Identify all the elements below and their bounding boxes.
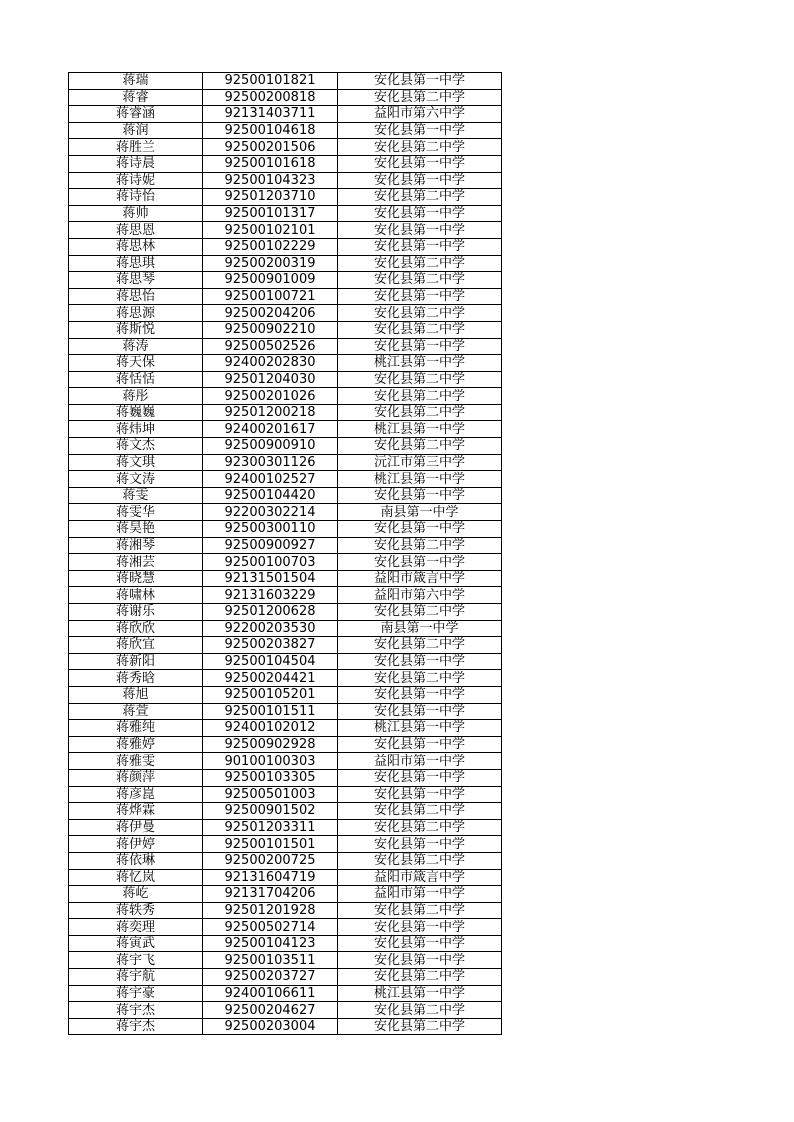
table-row xyxy=(69,786,502,803)
student-name-cell[interactable]: 蒋萱 xyxy=(69,703,203,720)
table-row xyxy=(69,172,502,189)
table-row xyxy=(69,205,502,222)
exam-number-cell[interactable]: 92500200319 xyxy=(203,255,338,272)
student-name-cell[interactable]: 蒋欣宜 xyxy=(69,637,203,654)
exam-number-cell[interactable]: 92500204627 xyxy=(203,1002,338,1019)
table-row xyxy=(69,969,502,986)
student-name-cell[interactable]: 蒋文琪 xyxy=(69,454,203,471)
school-name-cell[interactable]: 桃江县第一中学 xyxy=(338,421,502,438)
exam-number-cell[interactable]: 92200302214 xyxy=(203,504,338,521)
student-name-cell[interactable]: 蒋宇豪 xyxy=(69,985,203,1002)
school-name-cell[interactable]: 安化县第二中学 xyxy=(338,902,502,919)
exam-number-cell[interactable]: 92131403711 xyxy=(203,106,338,123)
student-name-cell[interactable]: 蒋颜萍 xyxy=(69,769,203,786)
table-row xyxy=(69,554,502,571)
exam-number-cell[interactable]: 92501204030 xyxy=(203,371,338,388)
student-name-cell[interactable]: 蒋思恩 xyxy=(69,222,203,239)
school-name-cell[interactable]: 安化县第一中学 xyxy=(338,338,502,355)
table-row xyxy=(69,139,502,156)
student-name-cell[interactable]: 蒋依琳 xyxy=(69,852,203,869)
school-name-cell[interactable]: 安化县第一中学 xyxy=(338,836,502,853)
school-name-cell[interactable]: 安化县第二中学 xyxy=(338,1002,502,1019)
school-name-cell[interactable]: 安化县第一中学 xyxy=(338,222,502,239)
table-row xyxy=(69,371,502,388)
table-row xyxy=(69,637,502,654)
exam-number-cell[interactable]: 92500501003 xyxy=(203,786,338,803)
school-name-cell[interactable]: 益阳市箴言中学 xyxy=(338,570,502,587)
school-name-cell[interactable]: 桃江县第一中学 xyxy=(338,471,502,488)
exam-number-cell[interactable]: 92500101511 xyxy=(203,703,338,720)
table-row xyxy=(69,388,502,405)
table-row xyxy=(69,288,502,305)
exam-number-cell[interactable]: 92500103511 xyxy=(203,952,338,969)
table-row xyxy=(69,1018,502,1035)
student-name-cell[interactable]: 蒋思琪 xyxy=(69,255,203,272)
school-name-cell[interactable]: 安化县第一中学 xyxy=(338,238,502,255)
exam-number-cell[interactable]: 92500204206 xyxy=(203,305,338,322)
exam-number-cell[interactable]: 92500101501 xyxy=(203,836,338,853)
table-row xyxy=(69,852,502,869)
exam-number-cell[interactable]: 92501203710 xyxy=(203,189,338,206)
school-name-cell[interactable]: 安化县第一中学 xyxy=(338,703,502,720)
school-name-cell[interactable]: 安化县第一中学 xyxy=(338,786,502,803)
exam-number-cell[interactable]: 92400201617 xyxy=(203,421,338,438)
student-name-cell[interactable]: 蒋寅武 xyxy=(69,935,203,952)
exam-number-cell[interactable]: 92501203311 xyxy=(203,819,338,836)
table-row xyxy=(69,321,502,338)
student-name-cell[interactable]: 蒋雅婷 xyxy=(69,736,203,753)
exam-number-cell[interactable]: 92500901009 xyxy=(203,272,338,289)
table-row xyxy=(69,736,502,753)
table-row xyxy=(69,454,502,471)
table-row xyxy=(69,272,502,289)
student-name-cell[interactable]: 蒋睿涵 xyxy=(69,106,203,123)
school-name-cell[interactable]: 桃江县第一中学 xyxy=(338,720,502,737)
student-name-cell[interactable]: 蒋彦崑 xyxy=(69,786,203,803)
table-row xyxy=(69,189,502,206)
table-row xyxy=(69,255,502,272)
exam-number-cell[interactable]: 92500102101 xyxy=(203,222,338,239)
student-name-cell[interactable]: 蒋新阳 xyxy=(69,653,203,670)
school-name-cell[interactable]: 安化县第二中学 xyxy=(338,803,502,820)
school-name-cell[interactable]: 桃江县第一中学 xyxy=(338,355,502,372)
student-name-cell[interactable]: 蒋巍巍 xyxy=(69,404,203,421)
table-row xyxy=(69,952,502,969)
exam-number-cell[interactable]: 92500104504 xyxy=(203,653,338,670)
exam-number-cell[interactable]: 92400102012 xyxy=(203,720,338,737)
table-row xyxy=(69,819,502,836)
school-name-cell[interactable]: 安化县第二中学 xyxy=(338,819,502,836)
table-row xyxy=(69,471,502,488)
student-name-cell[interactable]: 蒋诗妮 xyxy=(69,172,203,189)
table-row xyxy=(69,155,502,172)
table-row xyxy=(69,935,502,952)
student-name-cell[interactable]: 蒋伊婷 xyxy=(69,836,203,853)
school-name-cell[interactable]: 安化县第一中学 xyxy=(338,487,502,504)
table-body xyxy=(69,73,502,1035)
exam-number-cell[interactable]: 92500104420 xyxy=(203,487,338,504)
table-row xyxy=(69,653,502,670)
school-name-cell[interactable]: 安化县第二中学 xyxy=(338,305,502,322)
student-name-cell[interactable]: 蒋秀晗 xyxy=(69,670,203,687)
student-name-cell[interactable]: 蒋烨霖 xyxy=(69,803,203,820)
table-row xyxy=(69,504,502,521)
school-name-cell[interactable]: 安化县第二中学 xyxy=(338,637,502,654)
school-name-cell[interactable]: 安化县第二中学 xyxy=(338,272,502,289)
student-name-cell[interactable]: 蒋旭 xyxy=(69,686,203,703)
school-name-cell[interactable]: 安化县第一中学 xyxy=(338,769,502,786)
school-name-cell[interactable]: 南县第一中学 xyxy=(338,620,502,637)
school-name-cell[interactable]: 安化县第二中学 xyxy=(338,321,502,338)
table-row xyxy=(69,604,502,621)
exam-number-cell[interactable]: 92500104123 xyxy=(203,935,338,952)
student-name-cell[interactable]: 蒋伊曼 xyxy=(69,819,203,836)
school-name-cell[interactable]: 安化县第二中学 xyxy=(338,388,502,405)
exam-number-cell[interactable]: 92500101618 xyxy=(203,155,338,172)
table-row xyxy=(69,1002,502,1019)
student-name-cell[interactable]: 蒋思源 xyxy=(69,305,203,322)
student-name-cell[interactable]: 蒋宇杰 xyxy=(69,1002,203,1019)
exam-number-cell[interactable]: 92500100721 xyxy=(203,288,338,305)
exam-number-cell[interactable]: 92500201026 xyxy=(203,388,338,405)
student-name-cell[interactable]: 蒋宇杰 xyxy=(69,1018,203,1035)
student-name-cell[interactable]: 蒋湘芸 xyxy=(69,554,203,571)
table-row xyxy=(69,720,502,737)
student-name-cell[interactable]: 蒋湘琴 xyxy=(69,537,203,554)
table-row xyxy=(69,438,502,455)
table-row xyxy=(69,537,502,554)
exam-number-cell[interactable]: 92500901502 xyxy=(203,803,338,820)
exam-number-cell[interactable]: 92500104323 xyxy=(203,172,338,189)
exam-number-cell[interactable]: 92500203827 xyxy=(203,637,338,654)
exam-number-cell[interactable]: 92500101821 xyxy=(203,73,338,90)
exam-number-cell[interactable]: 92500502714 xyxy=(203,919,338,936)
table-row xyxy=(69,238,502,255)
exam-number-cell[interactable]: 92400102527 xyxy=(203,471,338,488)
student-name-cell[interactable]: 蒋雯华 xyxy=(69,504,203,521)
school-name-cell[interactable]: 安化县第二中学 xyxy=(338,189,502,206)
school-name-cell[interactable]: 安化县第二中学 xyxy=(338,1018,502,1035)
school-name-cell[interactable]: 安化县第二中学 xyxy=(338,438,502,455)
school-name-cell[interactable]: 安化县第一中学 xyxy=(338,521,502,538)
exam-number-cell[interactable]: 92500902928 xyxy=(203,736,338,753)
student-name-cell[interactable]: 蒋谢乐 xyxy=(69,604,203,621)
exam-number-cell[interactable]: 92200203530 xyxy=(203,620,338,637)
exam-number-cell[interactable]: 92500203727 xyxy=(203,969,338,986)
exam-number-cell[interactable]: 92500200725 xyxy=(203,852,338,869)
school-name-cell[interactable]: 益阳市第六中学 xyxy=(338,587,502,604)
exam-number-cell[interactable]: 92500100703 xyxy=(203,554,338,571)
exam-number-cell[interactable]: 92500200818 xyxy=(203,89,338,106)
school-name-cell[interactable]: 益阳市第六中学 xyxy=(338,106,502,123)
student-name-cell[interactable]: 蒋胜兰 xyxy=(69,139,203,156)
exam-number-cell[interactable]: 92300301126 xyxy=(203,454,338,471)
school-name-cell[interactable]: 安化县第二中学 xyxy=(338,371,502,388)
school-name-cell[interactable]: 安化县第一中学 xyxy=(338,736,502,753)
student-name-cell[interactable]: 蒋思怡 xyxy=(69,288,203,305)
table-row xyxy=(69,985,502,1002)
student-name-cell[interactable]: 蒋文杰 xyxy=(69,438,203,455)
table-row xyxy=(69,305,502,322)
student-name-cell[interactable]: 蒋思林 xyxy=(69,238,203,255)
table-row xyxy=(69,803,502,820)
table-row xyxy=(69,122,502,139)
school-name-cell[interactable]: 沅江市第三中学 xyxy=(338,454,502,471)
student-name-cell[interactable]: 蒋睿 xyxy=(69,89,203,106)
student-name-cell[interactable]: 蒋瑞 xyxy=(69,73,203,90)
school-name-cell[interactable]: 安化县第二中学 xyxy=(338,969,502,986)
exam-number-cell[interactable]: 92501200218 xyxy=(203,404,338,421)
student-name-cell[interactable]: 蒋奕理 xyxy=(69,919,203,936)
exam-number-cell[interactable]: 92500101317 xyxy=(203,205,338,222)
school-name-cell[interactable]: 安化县第二中学 xyxy=(338,604,502,621)
student-name-cell[interactable]: 蒋宇航 xyxy=(69,969,203,986)
student-name-cell[interactable]: 蒋晓慧 xyxy=(69,570,203,587)
table-row xyxy=(69,89,502,106)
table-row xyxy=(69,703,502,720)
school-name-cell[interactable]: 益阳市箴言中学 xyxy=(338,869,502,886)
school-name-cell[interactable]: 安化县第一中学 xyxy=(338,686,502,703)
student-name-cell[interactable]: 蒋诗怡 xyxy=(69,189,203,206)
student-name-cell[interactable]: 蒋雅纯 xyxy=(69,720,203,737)
table-row xyxy=(69,587,502,604)
school-name-cell[interactable]: 安化县第一中学 xyxy=(338,952,502,969)
school-name-cell[interactable]: 安化县第一中学 xyxy=(338,155,502,172)
table-row xyxy=(69,106,502,123)
exam-number-cell[interactable]: 92500204421 xyxy=(203,670,338,687)
school-name-cell[interactable]: 桃江县第一中学 xyxy=(338,985,502,1002)
exam-number-cell[interactable]: 92500104618 xyxy=(203,122,338,139)
table-row xyxy=(69,753,502,770)
school-name-cell[interactable]: 安化县第二中学 xyxy=(338,139,502,156)
table-row xyxy=(69,686,502,703)
school-name-cell[interactable]: 安化县第二中学 xyxy=(338,537,502,554)
student-name-cell[interactable]: 蒋雅雯 xyxy=(69,753,203,770)
school-name-cell[interactable]: 益阳市第一中学 xyxy=(338,886,502,903)
table-row xyxy=(69,919,502,936)
school-name-cell[interactable]: 安化县第一中学 xyxy=(338,554,502,571)
student-name-cell[interactable]: 蒋啸林 xyxy=(69,587,203,604)
exam-number-cell[interactable]: 92500900910 xyxy=(203,438,338,455)
table-row xyxy=(69,404,502,421)
exam-number-cell[interactable]: 92500203004 xyxy=(203,1018,338,1035)
table-row xyxy=(69,338,502,355)
student-name-cell[interactable]: 蒋诗晨 xyxy=(69,155,203,172)
school-name-cell[interactable]: 安化县第一中学 xyxy=(338,653,502,670)
table-row xyxy=(69,421,502,438)
student-name-cell[interactable]: 蒋宇飞 xyxy=(69,952,203,969)
table-row xyxy=(69,902,502,919)
student-name-cell[interactable]: 蒋雯 xyxy=(69,487,203,504)
exam-number-cell[interactable]: 92131704206 xyxy=(203,886,338,903)
school-name-cell[interactable]: 安化县第一中学 xyxy=(338,172,502,189)
student-name-cell[interactable]: 蒋轶秀 xyxy=(69,902,203,919)
school-name-cell[interactable]: 安化县第二中学 xyxy=(338,670,502,687)
school-name-cell[interactable]: 安化县第一中学 xyxy=(338,73,502,90)
exam-number-cell[interactable]: 92500105201 xyxy=(203,686,338,703)
student-name-cell[interactable]: 蒋昊艳 xyxy=(69,521,203,538)
table-row xyxy=(69,620,502,637)
exam-number-cell[interactable]: 90100100303 xyxy=(203,753,338,770)
student-name-cell[interactable]: 蒋涛 xyxy=(69,338,203,355)
exam-number-cell[interactable]: 92500502526 xyxy=(203,338,338,355)
table-row xyxy=(69,487,502,504)
school-name-cell[interactable]: 安化县第一中学 xyxy=(338,919,502,936)
school-name-cell[interactable]: 安化县第二中学 xyxy=(338,404,502,421)
table-row xyxy=(69,670,502,687)
table-row xyxy=(69,769,502,786)
student-name-cell[interactable]: 蒋帅 xyxy=(69,205,203,222)
exam-number-cell[interactable]: 92500902210 xyxy=(203,321,338,338)
student-name-cell[interactable]: 蒋斯悦 xyxy=(69,321,203,338)
student-name-cell[interactable]: 蒋思琴 xyxy=(69,272,203,289)
student-name-cell[interactable]: 蒋欣欣 xyxy=(69,620,203,637)
school-name-cell[interactable]: 安化县第一中学 xyxy=(338,122,502,139)
student-name-cell[interactable]: 蒋屹 xyxy=(69,886,203,903)
table-row xyxy=(69,355,502,372)
exam-number-cell[interactable]: 92400202830 xyxy=(203,355,338,372)
student-name-cell[interactable]: 蒋恬恬 xyxy=(69,371,203,388)
exam-number-cell[interactable]: 92500201506 xyxy=(203,139,338,156)
school-name-cell[interactable]: 安化县第二中学 xyxy=(338,255,502,272)
school-name-cell[interactable]: 安化县第一中学 xyxy=(338,205,502,222)
student-name-cell[interactable]: 蒋彤 xyxy=(69,388,203,405)
exam-number-cell[interactable]: 92131604719 xyxy=(203,869,338,886)
table-row xyxy=(69,836,502,853)
school-name-cell[interactable]: 安化县第二中学 xyxy=(338,852,502,869)
student-name-cell[interactable]: 蒋炜坤 xyxy=(69,421,203,438)
table-row xyxy=(69,869,502,886)
student-name-cell[interactable]: 蒋文涛 xyxy=(69,471,203,488)
student-name-cell[interactable]: 蒋天保 xyxy=(69,355,203,372)
school-name-cell[interactable]: 南县第一中学 xyxy=(338,504,502,521)
exam-number-cell[interactable]: 92500102229 xyxy=(203,238,338,255)
exam-number-cell[interactable]: 92500103305 xyxy=(203,769,338,786)
school-name-cell[interactable]: 安化县第一中学 xyxy=(338,935,502,952)
exam-number-cell[interactable]: 92131501504 xyxy=(203,570,338,587)
exam-number-cell[interactable]: 92400106611 xyxy=(203,985,338,1002)
spreadsheet-table xyxy=(68,72,502,1035)
school-name-cell[interactable]: 安化县第一中学 xyxy=(338,288,502,305)
table-row xyxy=(69,886,502,903)
school-name-cell[interactable]: 安化县第二中学 xyxy=(338,89,502,106)
exam-number-cell[interactable]: 92501201928 xyxy=(203,902,338,919)
exam-number-cell[interactable]: 92500300110 xyxy=(203,521,338,538)
student-name-cell[interactable]: 蒋忆岚 xyxy=(69,869,203,886)
student-name-cell[interactable]: 蒋润 xyxy=(69,122,203,139)
table-row xyxy=(69,521,502,538)
table-row xyxy=(69,73,502,90)
table-row xyxy=(69,570,502,587)
school-name-cell[interactable]: 益阳市第一中学 xyxy=(338,753,502,770)
table-row xyxy=(69,222,502,239)
exam-number-cell[interactable]: 92500900927 xyxy=(203,537,338,554)
exam-number-cell[interactable]: 92501200628 xyxy=(203,604,338,621)
exam-number-cell[interactable]: 92131603229 xyxy=(203,587,338,604)
